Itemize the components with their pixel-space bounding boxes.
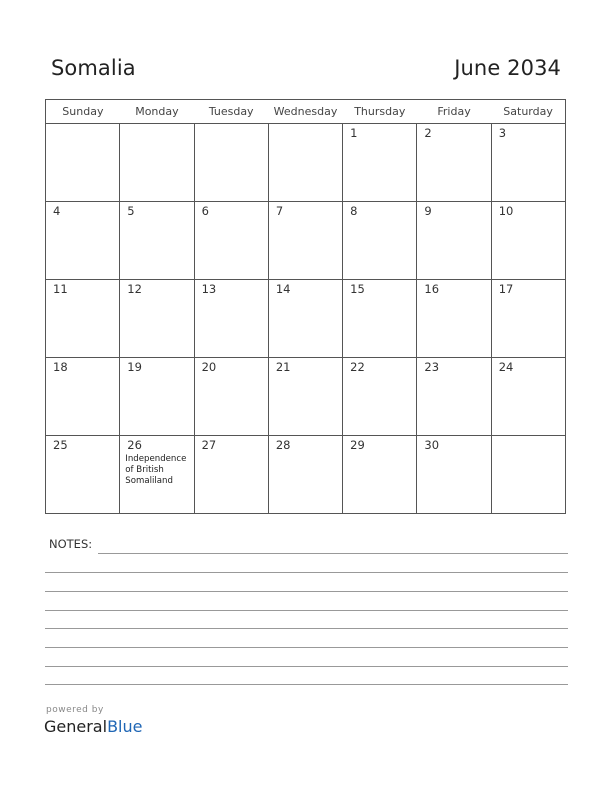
day-cell [417, 124, 491, 202]
weekday-tuesday: Tuesday [194, 100, 268, 124]
day-cell [417, 358, 491, 436]
day-cell [417, 202, 491, 280]
weekday-friday: Friday [417, 100, 491, 124]
generalblue-logo [44, 717, 142, 736]
day-number: 10 [498, 204, 514, 218]
day-cell [491, 124, 565, 202]
notes-label: NOTES: [49, 537, 93, 551]
day-number: 17 [498, 282, 514, 296]
day-cell [268, 202, 342, 280]
day-number [195, 124, 268, 127]
day-number: 30 [424, 438, 440, 452]
day-number: 7 [275, 204, 284, 218]
day-number: 1 [350, 126, 358, 140]
note-line [98, 553, 568, 554]
day-cell [120, 280, 194, 358]
note-line [45, 628, 568, 629]
day-number: 15 [350, 282, 365, 296]
day-cell [268, 358, 342, 436]
weekday-sunday: Sunday [46, 100, 120, 124]
day-cell [46, 124, 120, 202]
day-cell [417, 436, 491, 514]
weekday-saturday: Saturday [491, 100, 565, 124]
calendar-grid [45, 99, 566, 514]
day-cell [343, 436, 417, 514]
day-number: 28 [275, 438, 291, 452]
day-number: 24 [498, 360, 514, 374]
day-number: 8 [350, 204, 358, 218]
note-line [45, 591, 568, 592]
week-row [46, 124, 566, 202]
day-number: 18 [53, 360, 68, 374]
day-number: 19 [127, 360, 142, 374]
powered-by-text: powered by [46, 705, 104, 715]
day-cell [491, 436, 565, 514]
day-cell [417, 280, 491, 358]
day-number: 3 [498, 126, 507, 140]
day-number: 25 [53, 438, 68, 452]
weekday-wednesday: Wednesday [268, 100, 342, 124]
day-number: 14 [275, 282, 291, 296]
day-number: 16 [424, 282, 440, 296]
brand-blue: Blue [107, 717, 143, 736]
weekday-thursday: Thursday [343, 100, 417, 124]
note-line [45, 666, 568, 667]
day-number [46, 124, 119, 127]
week-row [46, 436, 566, 514]
day-number: 26 [127, 438, 142, 452]
day-cell [46, 358, 120, 436]
day-number: 6 [201, 204, 209, 218]
country-title: Somalia [51, 56, 136, 80]
day-number: 12 [127, 282, 142, 296]
day-cell [120, 202, 194, 280]
day-number: 4 [53, 204, 61, 218]
day-cell [194, 358, 268, 436]
day-cell [343, 358, 417, 436]
week-row [46, 358, 566, 436]
weekday-header-row [46, 100, 566, 124]
day-cell [491, 280, 565, 358]
day-number: 11 [53, 282, 68, 296]
day-number: 20 [201, 360, 217, 374]
day-cell [194, 436, 268, 514]
day-number: 21 [275, 360, 291, 374]
day-number: 29 [350, 438, 365, 452]
day-cell [343, 202, 417, 280]
day-cell [268, 124, 342, 202]
day-cell [194, 124, 268, 202]
day-cell [343, 124, 417, 202]
day-cell [120, 124, 194, 202]
day-number [492, 436, 565, 439]
day-cell [343, 280, 417, 358]
note-line [45, 610, 568, 611]
weekday-monday: Monday [120, 100, 194, 124]
note-line [45, 684, 568, 685]
day-number: 9 [424, 204, 432, 218]
day-number: 27 [201, 438, 217, 452]
day-number: 13 [201, 282, 217, 296]
day-number [269, 124, 342, 127]
day-cell [194, 202, 268, 280]
day-cell [46, 280, 120, 358]
day-number [120, 124, 193, 127]
day-cell [491, 202, 565, 280]
day-cell [491, 358, 565, 436]
day-cell [46, 436, 120, 514]
day-number: 22 [350, 360, 365, 374]
brand-general: General [44, 717, 108, 736]
day-cell [46, 202, 120, 280]
day-number: 5 [127, 204, 135, 218]
week-row [46, 202, 566, 280]
day-cell [194, 280, 268, 358]
day-number: 23 [424, 360, 440, 374]
note-line [45, 647, 568, 648]
day-cell [268, 436, 342, 514]
week-row [46, 280, 566, 358]
day-cell [268, 280, 342, 358]
holiday-event: Independence of British Somaliland [125, 454, 187, 486]
day-cell [120, 436, 194, 514]
day-number: 2 [424, 126, 432, 140]
month-year-title: June 2034 [454, 56, 561, 80]
day-cell [120, 358, 194, 436]
note-line [45, 572, 568, 573]
